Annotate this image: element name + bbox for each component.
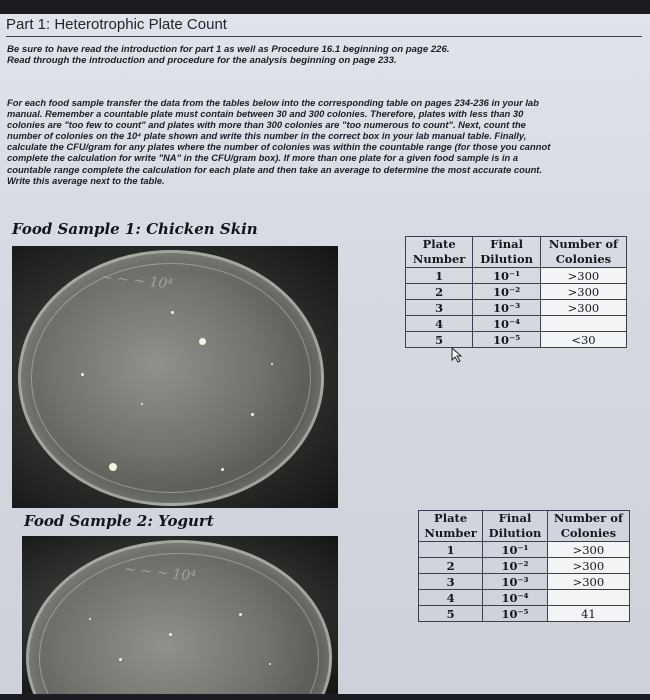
colony: [221, 468, 224, 471]
table-row: [419, 542, 630, 558]
intro-line: Read through the introduction and procedure for the analysis beginning on page 233.: [7, 55, 397, 66]
colonies-cell[interactable]: [540, 316, 626, 332]
dilution-cell: 10⁻⁵: [483, 606, 548, 622]
plate-number-cell: 3: [406, 300, 473, 316]
document-page: [0, 14, 650, 694]
plate-number-cell: 2: [406, 284, 473, 300]
intro-block: [7, 44, 637, 66]
dilution-cell: 10⁻¹: [483, 542, 548, 558]
colonies-cell: >300: [540, 284, 626, 300]
plate-photo-chicken-skin: [12, 246, 338, 508]
header-text: Number of Colonies: [553, 511, 623, 540]
instruction-line: colonies are "too few to count" and plates with more than 300 colonies are "too numerous to count". Next, count the: [7, 119, 526, 131]
dilution-cell: 10⁻³: [473, 300, 541, 316]
colony: [81, 373, 84, 376]
intro-line: Be sure to have read the introduction for part 1 as well as Procedure 16.1 beginning on page 226.: [7, 44, 450, 55]
dilution-table-yogurt: [418, 510, 630, 622]
header-final-dilution: [483, 511, 548, 542]
colonies-cell: 41: [547, 606, 629, 622]
colony: [171, 311, 174, 314]
header-plate-number: [406, 237, 473, 268]
table-row: [419, 590, 630, 606]
header-text: Plate Number: [424, 511, 477, 540]
table-row: [406, 316, 627, 332]
plate-number-cell: 4: [419, 590, 483, 606]
colony: [269, 663, 271, 665]
instructions-paragraph: [7, 97, 639, 186]
colony: [141, 403, 143, 405]
petri-dish-rim: [31, 263, 311, 493]
plate-number-cell: 5: [419, 606, 483, 622]
header-text: Plate Number: [412, 237, 466, 266]
instruction-line: complete the calculation for write "NA" in the CFU/gram box). If more than one plate for a given food sample is in a: [7, 152, 519, 164]
colony: [271, 363, 273, 365]
plate-number-cell: 2: [419, 558, 483, 574]
plate-number-cell: 1: [419, 542, 483, 558]
dilution-cell: 10⁻⁴: [483, 590, 548, 606]
dilution-cell: 10⁻⁵: [473, 332, 541, 348]
colonies-cell: <30: [540, 332, 626, 348]
plate-number-cell: 5: [406, 332, 473, 348]
table-row: [406, 300, 627, 316]
dilution-cell: 10⁻⁴: [473, 316, 541, 332]
colony: [109, 463, 117, 471]
colonies-cell: >300: [547, 542, 629, 558]
colony: [169, 633, 172, 636]
instruction-line: For each food sample transfer the data from the tables below into the corresponding table on pages 234-236 in your lab: [7, 97, 539, 108]
dilution-table-chicken-skin: [405, 236, 627, 348]
colonies-cell: >300: [540, 268, 626, 284]
plate-number-cell: 3: [419, 574, 483, 590]
petri-dish: [18, 250, 324, 506]
plate-photo-yogurt: [22, 536, 338, 694]
petri-dish: [26, 540, 332, 694]
colonies-cell[interactable]: [547, 590, 629, 606]
colony: [199, 338, 206, 345]
instruction-line: countable range complete the calculation for each plate and then take an average to determine the most accurate count.: [7, 163, 543, 175]
dilution-cell: 10⁻²: [473, 284, 541, 300]
plate-number-cell: 1: [406, 268, 473, 284]
colony: [89, 618, 91, 620]
table-row: [406, 332, 627, 348]
plate-label-handwriting: ~ ~ ~ 10⁴: [123, 561, 197, 585]
header-number-of-colonies: [540, 237, 626, 268]
sample-heading-chicken-skin: Food Sample 1: Chicken Skin: [12, 220, 258, 238]
colonies-cell: >300: [540, 300, 626, 316]
dilution-cell: 10⁻¹: [473, 268, 541, 284]
sample-heading-yogurt: Food Sample 2: Yogurt: [24, 512, 214, 530]
instruction-line: number of colonies on the 10⁴ plate shown and write this number in the correct box in your lab manual table. Finally,: [7, 130, 527, 142]
header-number-of-colonies: [547, 511, 629, 542]
header-text: Final Dilution: [480, 237, 533, 266]
table-row: [419, 606, 630, 622]
plate-number-cell: 4: [406, 316, 473, 332]
colony: [251, 413, 254, 416]
colony: [119, 658, 122, 661]
table-row: [406, 284, 627, 300]
plate-label-handwriting: ~ ~ ~ 10⁴: [100, 269, 174, 293]
colony: [239, 613, 242, 616]
cursor-arrow-icon: [450, 347, 464, 363]
header-plate-number: [419, 511, 483, 542]
table-row: [406, 268, 627, 284]
header-text: Final Dilution: [488, 511, 542, 540]
colonies-cell: >300: [547, 558, 629, 574]
dilution-cell: 10⁻³: [483, 574, 548, 590]
instruction-line: calculate the CFU/gram for any plates where the number of colonies was within the countable range (for those you cannot: [7, 141, 551, 153]
colonies-cell: >300: [547, 574, 629, 590]
header-text: Number of Colonies: [548, 237, 618, 266]
dilution-cell: 10⁻²: [483, 558, 548, 574]
page-title: Part 1: Heterotrophic Plate Count: [6, 16, 642, 37]
instruction-line: manual. Remember a countable plate must contain between 30 and 300 colonies. Therefore, plates with less than 30: [7, 108, 524, 120]
table-row: [419, 558, 630, 574]
header-final-dilution: [473, 237, 541, 268]
instruction-line: Write this average next to the table.: [7, 174, 165, 186]
table-row: [419, 574, 630, 590]
